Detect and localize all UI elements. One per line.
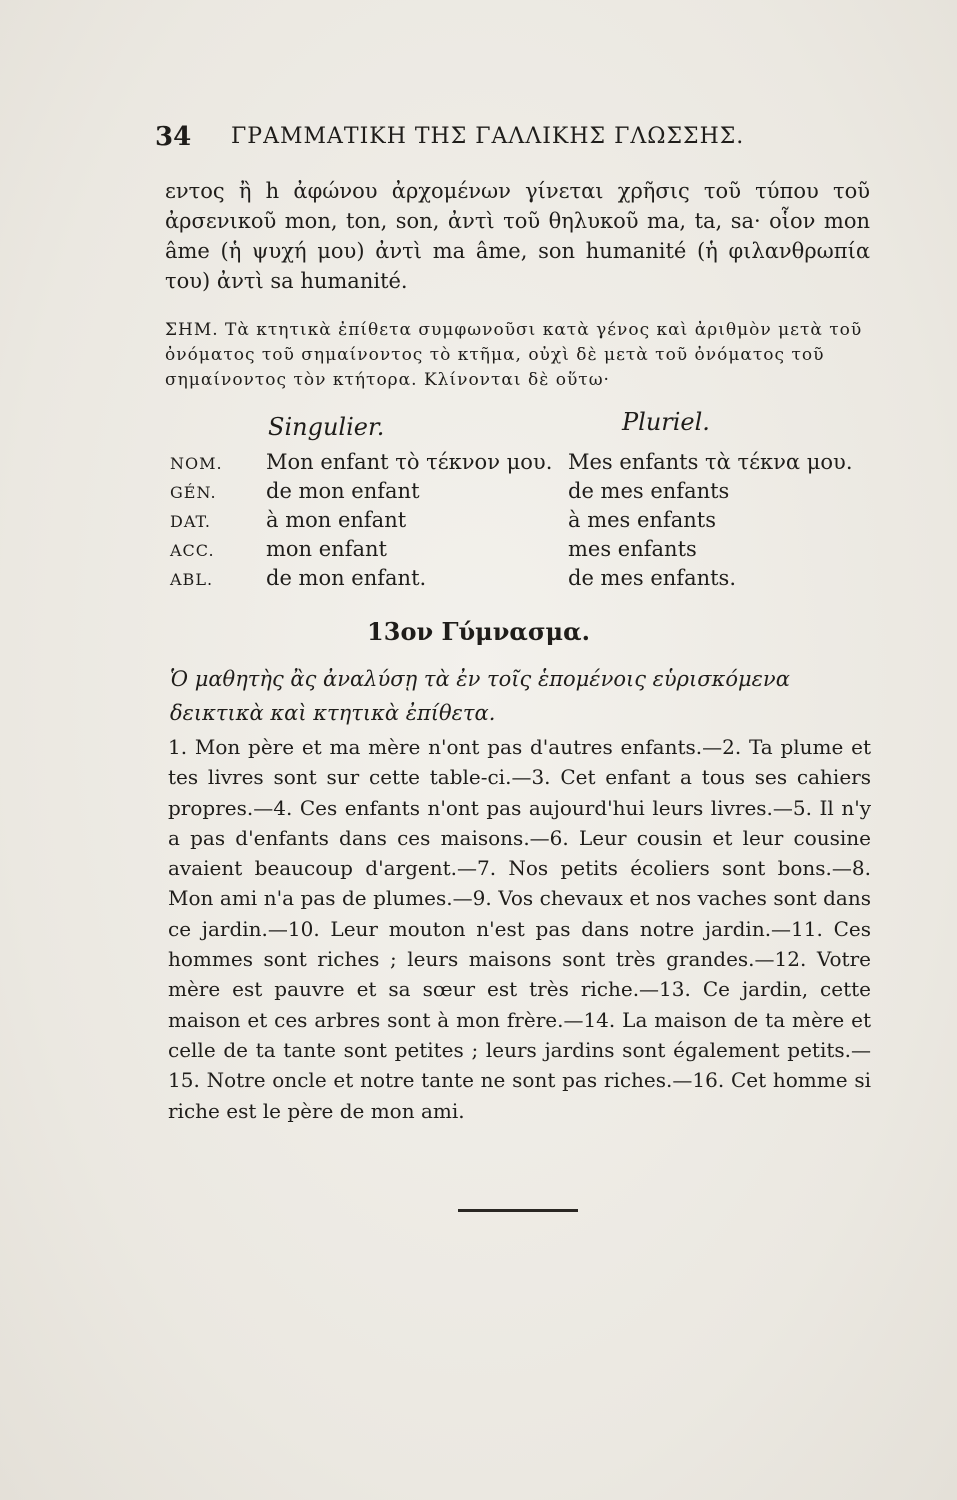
case-label: ACC. <box>170 541 215 560</box>
grammar-note: ΣΗΜ. Τὰ κτητικὰ ἐπίθετα συμφωνοῦσι κατὰ γένος καὶ ἀριθμὸν μετὰ τοῦ ὀνόματος τοῦ σημαίνοντος τὸ κτῆμα, οὐχὶ δὲ μετὰ τοῦ ὀνόματος τοῦ σημαίνοντος τὸν κτήτορα. Κλίνονται δὲ οὕτω· <box>165 320 863 390</box>
exercise-instruction: Ὁ μαθητὴς ἂς ἀναλύσῃ τὰ ἐν τοῖς ἑπομένοις εὑρισκόμενα δεικτικὰ καὶ κτητικὰ ἐπίθετα. <box>170 667 790 725</box>
singular-form: de mon enfant <box>266 479 420 503</box>
plural-form: de mes enfants <box>568 479 730 503</box>
page-number: 34 <box>155 122 192 152</box>
plural-form: mes enfants <box>568 537 697 561</box>
singular-heading: Singulier. <box>268 413 385 441</box>
singular-form: à mon enfant <box>266 508 407 532</box>
declension-row <box>170 479 870 509</box>
plural-form: à mes enfants <box>568 508 716 532</box>
exercise-text: 1. Mon père et ma mère n'ont pas d'autres enfants.—2. Ta plume et tes livres sont sur cette table-ci.—3. Cet enfant a tous ses cahiers propres.—4. Ces enfants n'ont pas aujourd'hui leurs livres.—5. Il n'y a pas d'enfants dans ces maisons.—6. Leur cousin et leur cousine avaient beaucoup d'argent.—7. Nos petits écoliers sont bons.—8. Mon ami n'a pas de plumes.—9. Vos chevaux et nos vaches sont dans ce jardin.—10. Leur mouton n'est pas dans notre jardin.—11. Ces hommes sont riches ; leurs maisons sont très grandes.—12. Votre mère est pauvre et sa sœur est très riche.—13. Ce jardin, cette maison et ces arbres sont à mon frère.—14. La maison de ta mère et celle de ta tante sont petites ; leurs jardins sont également petits.—15. Notre oncle et notre tante ne sont pas riches.—16. Cet homme si riche est le père de mon ami. <box>168 735 871 1123</box>
plural-form: Mes enfants τὰ τέκνα μου. <box>568 450 853 474</box>
case-label: GÉN. <box>170 483 217 502</box>
running-title: ΓΡΑΜΜΑΤΙΚΗ ΤΗΣ ΓΑΛΛΙΚΗΣ ΓΛΩΣΣΗΣ. <box>231 124 745 149</box>
singular-form: mon enfant <box>266 537 387 561</box>
singular-form: de mon enfant. <box>266 566 427 590</box>
case-label: ABL. <box>170 570 214 589</box>
plural-heading: Pluriel. <box>622 408 710 436</box>
page-header <box>155 118 775 158</box>
exercise-title: 13ον Γύμνασμα. <box>367 617 590 646</box>
declension-row <box>170 566 870 596</box>
section-divider <box>458 1209 578 1212</box>
declension-row <box>170 508 870 538</box>
intro-paragraph: εντος ἢ h ἀφώνου ἀρχομένων γίνεται χρῆσις τοῦ τύπου τοῦ ἀρσενικοῦ mon, ton, son, ἀντὶ τοῦ θηλυκοῦ ma, ta, sa· οἷον mon âme (ἡ ψυχή μου) ἀντὶ ma âme, son humanité (ἡ φιλανθρωπία του) ἀντὶ sa humanité. <box>165 179 870 293</box>
case-label: DAT. <box>170 512 211 531</box>
plural-form: de mes enfants. <box>568 566 736 590</box>
declension-row <box>170 450 870 480</box>
declension-row <box>170 537 870 567</box>
case-label: NOM. <box>170 454 223 473</box>
singular-form: Mon enfant τὸ τέκνον μου. <box>266 450 553 474</box>
